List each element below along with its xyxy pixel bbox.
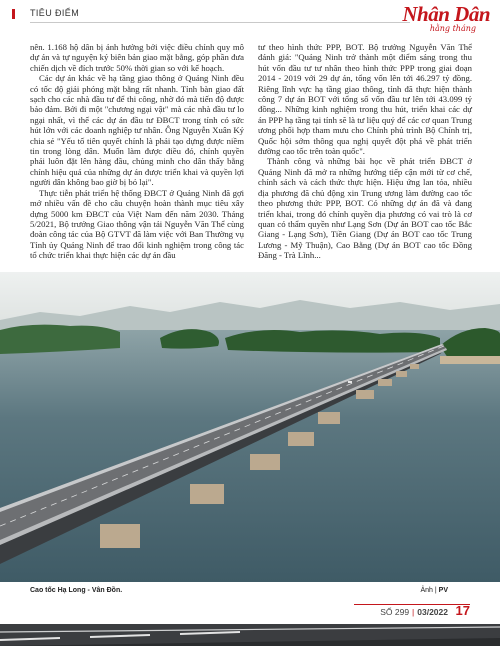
vehicle [348, 381, 352, 383]
caption-bar [0, 582, 500, 602]
photo-credit: Ảnh | PV [420, 587, 448, 594]
article-column-left [30, 42, 244, 261]
issue-number: SỐ 299 [380, 607, 410, 617]
shore-right [440, 356, 500, 364]
road-strip-decoration [0, 624, 500, 646]
logo-sub-text: hằng tháng [429, 24, 476, 33]
section-title: TIÊU ĐIỂM [30, 8, 80, 18]
photo-caption: Cao tốc Hạ Long - Vân Đồn. [30, 587, 123, 594]
logo-main-text: Nhân Dân [402, 2, 490, 26]
section-accent-bar [12, 9, 15, 19]
page-footer [0, 582, 500, 646]
page-number: 17 [455, 603, 470, 618]
publication-logo [402, 2, 490, 36]
paragraph: Thực tiễn phát triển hệ thống ĐBCT ở Quảng Ninh đã gợi mở nhiều vấn đề cho câu chuyện hoàn thành mục tiêu xây dựng 5000 km ĐBCT của Việt Nam đến năm 2030. Tháng 5/2021, Bộ trưởng Giao thông vận tải Nguyễn Văn Thể cùng đoàn công tác của Bộ GTVT đã làm việc với Ban Thường vụ Tỉnh ủy Quảng Ninh để trao đổi kinh nghiệm trong công tác tổ chức triển khai thực hiện các dự án đầu [30, 187, 244, 261]
issue-date: 03/2022 [417, 607, 448, 617]
bridge-photo [0, 272, 500, 582]
paragraph: Thành công và những bài học về phát triển ĐBCT ở Quảng Ninh đã mở ra những hướng tiếp cận mới từ cơ chế, chính sách và cách thức thực hiện. Hiệu ứng lan tỏa, nhiều địa phương đã chủ động xin Trung ương làm đường cao tốc theo phương thức PPP, BOT. Có những dự án đã và đang triển khai, trong đó chính quyền địa phương có vai trò là cơ quan có thẩm quyền như Lạng Sơn (Dự án BOT cao tốc Bắc Giang - Lạng Sơn), Tiền Giang (Dự án BOT cao tốc Trung Lương - Mỹ Thuận), Cao Bằng (Dự án BOT cao tốc Đồng Đăng - Trà Lĩnh... [258, 156, 472, 261]
issue-rule [354, 604, 470, 605]
paragraph: Các dự án khác về hạ tầng giao thông ở Quảng Ninh đều có tốc độ giải phóng mặt bằng rất nhanh. Tỉnh bàn giao đất sạch cho các nhà đầu tư để thi công, nhờ đó mà tiến độ được bảo đảm. Bởi đi một "chương ngại vật" mà các nhà đầu tư lo ngại nhất, vì thế các dự án đầu tư ĐBCT trong tỉnh có sức hút lớn với các doanh nghiệp tư nhân. Ông Nguyễn Xuân Ký chia sẻ "Yếu tố tiên quyết chính là phải tạo dựng được niềm tin trong lòng dân. Muốn làm được điều đó, chính quyền phải luôn đặt lên hàng đầu, chủng minh cho dân thấy bằng chính hiệu quả của những dự án được triển khai và quyền lợi người dân không bao giờ bị bỏ lại". [30, 73, 244, 188]
article-column-right [258, 42, 472, 261]
issue-info: SỐ 299 | 03/2022 [380, 607, 448, 617]
credit-label: Ảnh [420, 587, 433, 594]
paragraph: tư theo hình thức PPP, BOT. Bộ trưởng Nguyễn Văn Thể đánh giá: "Quảng Ninh trở thành một điểm sáng trong thu hút vốn đầu tư tư nhân theo hình thức PPP trong giai đoạn 2014 - 2019 với 29 dự án, tổng vốn lên tới 46.297 tỷ đồng. Riêng lĩnh vực hạ tầng giao thông, tỉnh đã thực hiện thành công 7 dự án BOT với tổng số vốn đầu tư lên tới 43.099 tỷ đồng... Những kinh nghiệm trong thu hút, triển khai các dự án PPP hạ tầng tại tỉnh sẽ là tư liệu quý để các cơ quan Trung ương phối hợp tham mưu cho Chính phủ trình Bộ Chính trị, Quốc hội sớm thông qua nghị quyết đột phá về phát triển đường cao tốc trên toàn quốc". [258, 42, 472, 157]
credit-author: PV [438, 587, 448, 594]
bridge-illustration [0, 272, 500, 582]
paragraph: nên. 1.168 hộ dân bị ảnh hưởng bởi việc điều chỉnh quy mô dự án và tự nguyện ký biên bản giao mặt bằng, góp phần đưa chiến dịch về đích trước 50% thời gian so với kế hoạch. [30, 42, 244, 73]
header-rule [30, 22, 410, 23]
hills-center [225, 330, 440, 353]
page-header [0, 0, 500, 38]
